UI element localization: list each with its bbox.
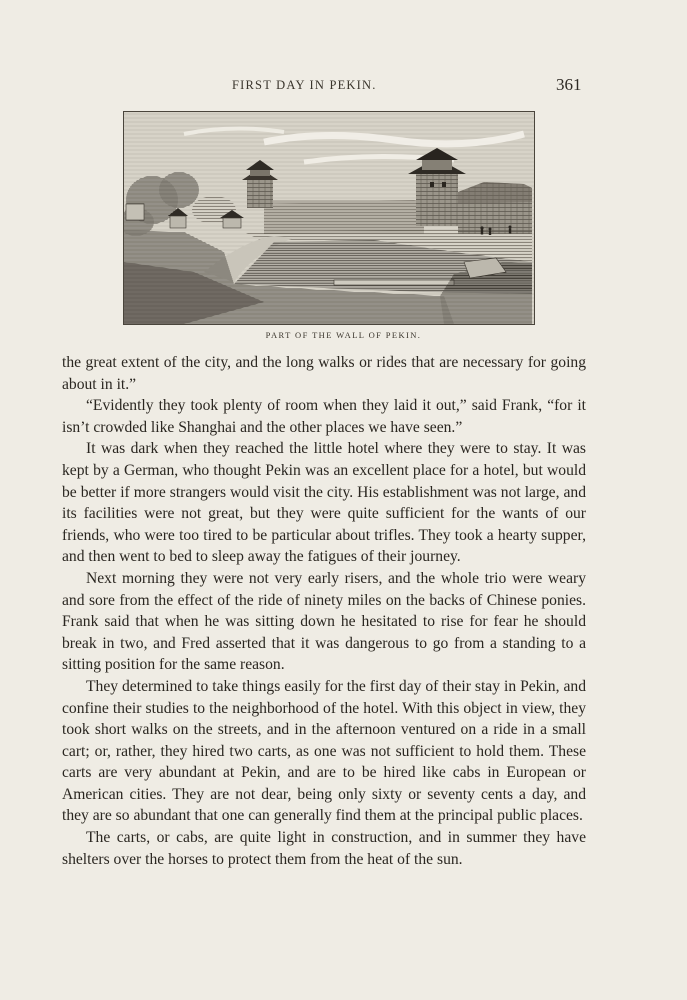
figure-caption-text: PART OF THE WALL OF PEKIN. (265, 330, 422, 340)
paragraph: “Evidently they took plenty of room when they laid it out,” said Frank, “for it isn’t crowded like Shanghai and the other places we have seen.” (62, 397, 586, 436)
body-text (62, 352, 586, 870)
paragraph: They determined to take things easily for the first day of their stay in Pekin, and confine their studies to the neighborhood of the hotel. With this object in view, they took short walks on the streets, and in the afternoon ventured on a ride in a small cart; or, rather, they hired two carts, as one was not sufficient to hold them. These carts are very abundant at Pekin, and are to be hired like cabs in European or American cities. They are not dear, being only sixty or seventy cents a day, and they are so abundant that one can generally find them at the principal public places. (62, 677, 586, 825)
page-number: 361 (556, 75, 582, 94)
running-title: FIRST DAY IN PEKIN. (232, 78, 377, 92)
paragraph: the great extent of the city, and the long walks or rides that are necessary for going about in it.” (62, 354, 586, 393)
paragraph: Next morning they were not very early risers, and the whole trio were weary and sore from the effect of the ride of ninety miles on the backs of Chinese ponies. Frank said that when he was sitting down he hesitated to rise for fear he should break in two, and Fred asserted that it was dangerous to go from a standing to a sitting position for the same reason. (62, 569, 586, 674)
running-head (0, 75, 687, 98)
paragraph: It was dark when they reached the little hotel where they were to stay. It was kept by a German, who thought Pekin was an excellent place for a hotel, but would be better if more strangers would visit the city. His establishment was not large, and its facilities were not great, but they were quite sufficient for the wants of our friends, who were too tired to be particular about trifles. They took a hearty supper, and then went to bed to sleep away the fatigues of their journey. (62, 440, 586, 566)
paragraph: The carts, or cabs, are quite light in construction, and in summer they have shelters over the horses to protect them from the heat of the sun. (62, 829, 586, 868)
wall-of-pekin-illustration (123, 111, 535, 325)
figure-caption (0, 330, 687, 340)
